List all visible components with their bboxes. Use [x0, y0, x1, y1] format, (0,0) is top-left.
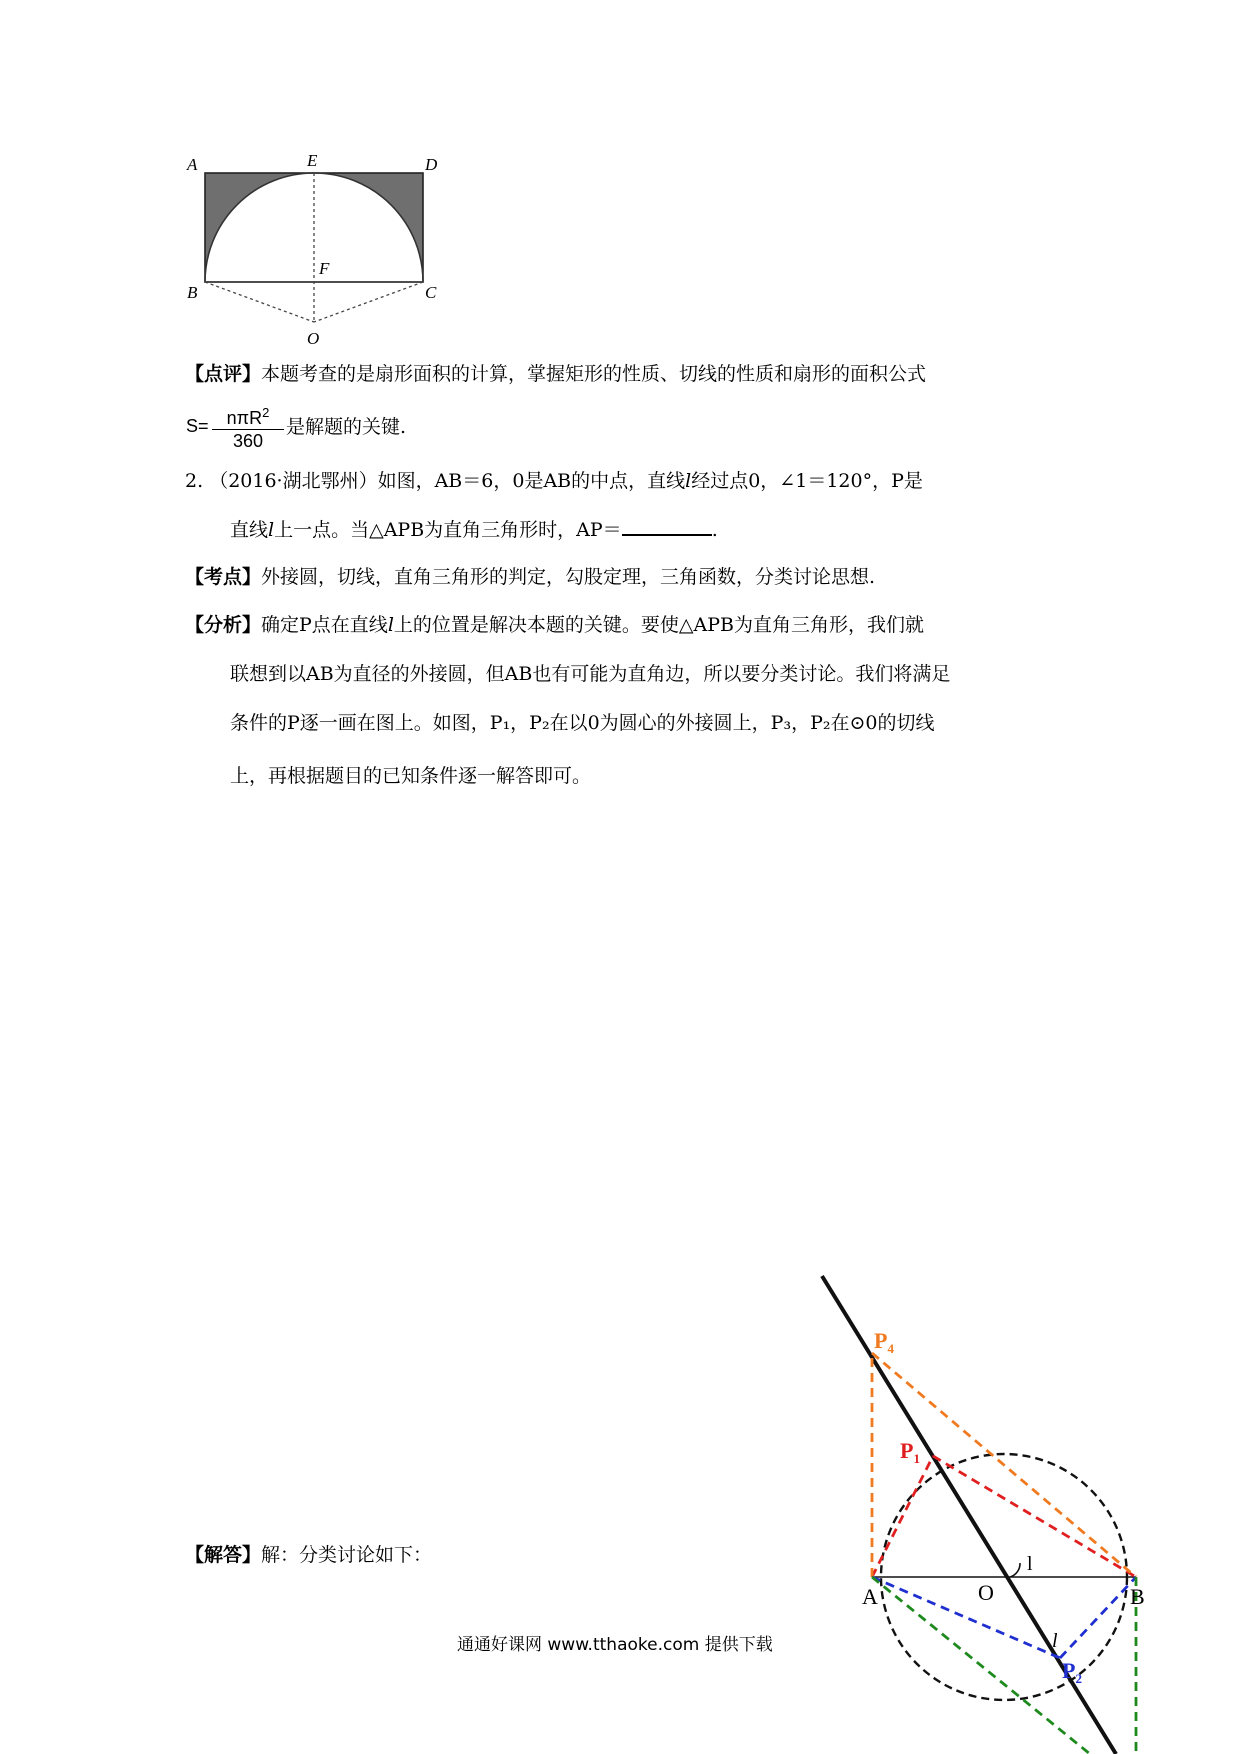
fig2-label-o: O [978, 1580, 994, 1605]
formula-prefix: S= [186, 416, 209, 436]
problem-line1 [185, 468, 923, 494]
figure-circle-tangent [790, 1260, 1170, 1754]
analysis-line3: 条件的P逐一画在图上。如图，P₁，P₂在以0为圆心的外接圆上，P₃，P₂在⊙0的切线 [230, 712, 935, 734]
analysis-line1-var: l [387, 614, 394, 636]
analysis-line4: 上，再根据题目的已知条件逐一解答即可。 [230, 765, 592, 787]
problem-line2 [230, 514, 718, 543]
answer-line [185, 1542, 432, 1568]
kaodian-line [185, 564, 875, 590]
formula-numerator-text: nπR [226, 408, 263, 428]
segment-p1b [933, 1456, 1136, 1577]
comment-text: 本题考查的是扇形面积的计算，掌握矩形的性质、切线的性质和扇形的面积公式 [261, 363, 927, 385]
page-footer: 通通好课网 www.tthaoke.com 提供下载 [457, 1635, 773, 1655]
answer-text: 解：分类讨论如下： [261, 1544, 433, 1566]
analysis-line2: 联想到以AB为直径的外接圆，但AB也有可能为直角边，所以要分类讨论。我们将满足 [230, 663, 951, 685]
problem-line1-a: （2016·湖北鄂州）如图，AB＝6，0是AB的中点，直线 [209, 470, 686, 492]
kaodian-text: 外接圆，切线，直角三角形的判定，勾股定理，三角函数，分类讨论思想. [261, 566, 876, 588]
problem-line1-b: 经过点0，∠1＝120°，P是 [691, 470, 923, 492]
formula-suffix: 是解题的关键. [286, 416, 407, 438]
analysis-line1-a: 确定P点在直线 [261, 614, 388, 636]
answer-blank [622, 514, 712, 536]
analysis-line1 [185, 612, 924, 638]
comment-line1 [185, 361, 926, 387]
answer-tag: 【解答】 [185, 1544, 262, 1566]
problem-line2-b: 上一点。当△APB为直角三角形时，AP＝ [274, 519, 622, 541]
fig2-label-line: l [1052, 1630, 1058, 1652]
label-d: D [425, 155, 438, 174]
problem-line2-end: . [711, 519, 718, 541]
kaodian-tag: 【考点】 [185, 566, 262, 588]
label-b: B [187, 283, 198, 302]
dashed-bo-line [205, 282, 314, 322]
angle-arc [1010, 1563, 1020, 1577]
segment-p4b [872, 1353, 1136, 1577]
label-f: F [319, 259, 330, 278]
label-o: O [307, 329, 320, 348]
problem-line2-var: l [268, 519, 275, 541]
label-e: E [307, 151, 318, 170]
dashed-co-line [314, 282, 423, 322]
formula-numerator [212, 402, 284, 430]
formula-exponent: 2 [262, 405, 270, 420]
problem-number: 2. [185, 470, 204, 492]
analysis-line1-b: 上的位置是解决本题的关键。要使△APB为直角三角形，我们就 [393, 614, 924, 636]
label-c: C [425, 283, 437, 302]
fig2-label-b: B [1130, 1584, 1145, 1609]
analysis-tag: 【分析】 [185, 614, 262, 636]
fig2-label-a: A [862, 1584, 878, 1609]
fig2-label-p1: $P_1$ [900, 1438, 920, 1466]
fig2-label-angle: l [1027, 1553, 1033, 1575]
fig2-label-p4: $P_4$ [874, 1328, 894, 1356]
comment-tag: 【点评】 [185, 363, 262, 385]
fig2-label-p2: $P_2$ [1062, 1658, 1082, 1686]
formula-denominator: 360 [232, 431, 264, 451]
figure-rectangle-semicircle [185, 150, 445, 350]
label-a: A [187, 155, 198, 174]
segment-p2b [1060, 1577, 1136, 1658]
segment-ap1 [872, 1456, 933, 1577]
problem-line2-a: 直线 [230, 519, 269, 541]
problem-line1-var: l [685, 470, 692, 492]
